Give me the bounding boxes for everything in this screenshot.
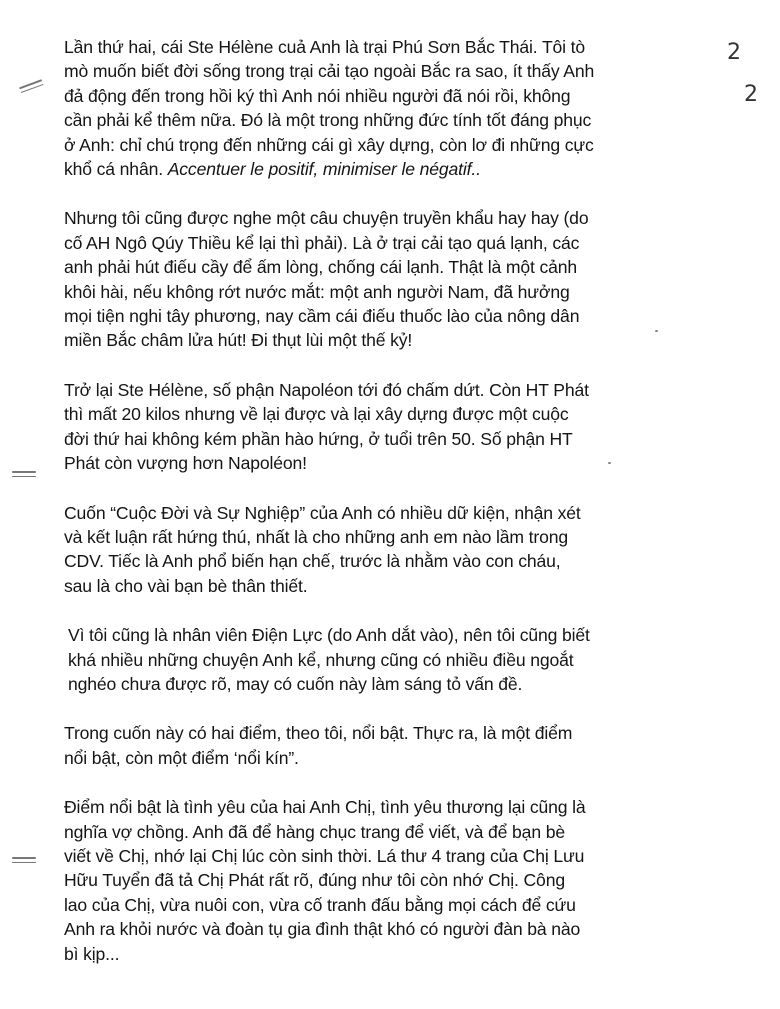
paragraph-ste-helene	[64, 35, 704, 181]
paragraph-napoleon: Trở lại Ste Hélène, số phận Napoléon tới đó chấm dứt. Còn HT Phát thì mất 20 kilos nhưng về lại được và lại xây dựng được một cuộc đời thứ hai không kém phần hào hứng, ở tuổi trên 50. Số phận HT Phát còn vượng hơn Napoléon!	[64, 379, 589, 474]
paragraph-memoir-book: Cuốn “Cuộc Đời và Sự Nghiệp” của Anh có nhiều dữ kiện, nhận xét và kết luận rất hứng thú, nhất là cho những anh em nào lầm trong CDV. Tiếc là Anh phổ biến hạn chế, trước là nhằm vào con cháu, sau là cho vài bạn bè thân thiết.	[64, 502, 581, 596]
binder-hole-mark-bottom	[12, 854, 36, 870]
letter-body	[64, 35, 704, 991]
paragraph-two-points: Trong cuốn này có hai điểm, theo tôi, nổi bật. Thực ra, là một điểm nổi bật, còn một điểm ‘nổi kín”.	[64, 723, 573, 768]
paragraph-text: Lần thứ hai, cái Ste Hélène cuả Anh là trại Phú Sơn Bắc Thái. Tôi tò mò muốn biết đời sống trong trại cải tạo ngoài Bắc ra sao, ít thấy Anh đả động đến trong hồi ký thì Anh nói nhiều người đã nói rồi, không cần phải kể thêm nữa. Đó là một trong những đức tính tốt đáng phục ở Anh: chỉ chú trọng đến những cái gì xây dựng, còn lơ đi những cực khổ cá nhân.	[64, 37, 595, 180]
binder-hole-mark-middle	[12, 468, 36, 484]
paragraph-dieu-cay-story: Nhưng tôi cũng được nghe một câu chuyện truyền khẩu hay hay (do cố AH Ngô Qúy Thiều kể lại thì phải). Là ở trại cải tạo quá lạnh, các anh phải hút điếu cầy để ấm lòng, chống cái lạnh. Thật là một cảnh khôi hài, nếu không rớt nước mắt: một anh người Nam, đã hưởng mọi tiện nghi tây phương, nay cầm cái điếu thuốc lào của nông dân miền Bắc châm lửa hút! Đi thụt lùi một thế kỷ!	[64, 208, 589, 351]
paragraph-love-story: Điểm nổi bật là tình yêu của hai Anh Chị, tình yêu thương lại cũng là nghĩa vợ chồng. Anh đã để hàng chục trang để viết, và để bạn bè viết về Chị, nhớ lại Chị lúc còn sinh thời. Lá thư 4 trang của Chị Lưu Hữu Tuyển đã tả Chị Phát rất rõ, đúng như tôi còn nhớ Chị. Công lao của Chị, vừa nuôi con, vừa cố tranh đấu bằng mọi cách để cứu Anh ra khỏi nước và đoàn tụ gia đình thật khó có người đàn bà nào bì kịp...	[64, 797, 586, 964]
margin-page-number-duplicate: 2	[744, 82, 758, 107]
paragraph-dien-luc: Vì tôi cũng là nhân viên Điện Lực (do Anh dắt vào), nên tôi cũng biết khá nhiều những chuyện Anh kể, nhưng cũng có nhiều điều ngoắt nghéo chưa được rõ, may có cuốn này làm sáng tỏ vấn đề.	[68, 625, 590, 694]
margin-page-number: 2	[727, 40, 741, 65]
binder-hole-mark-top	[18, 76, 46, 99]
french-motto: Accentuer le positif, minimiser le négatif..	[167, 159, 481, 180]
